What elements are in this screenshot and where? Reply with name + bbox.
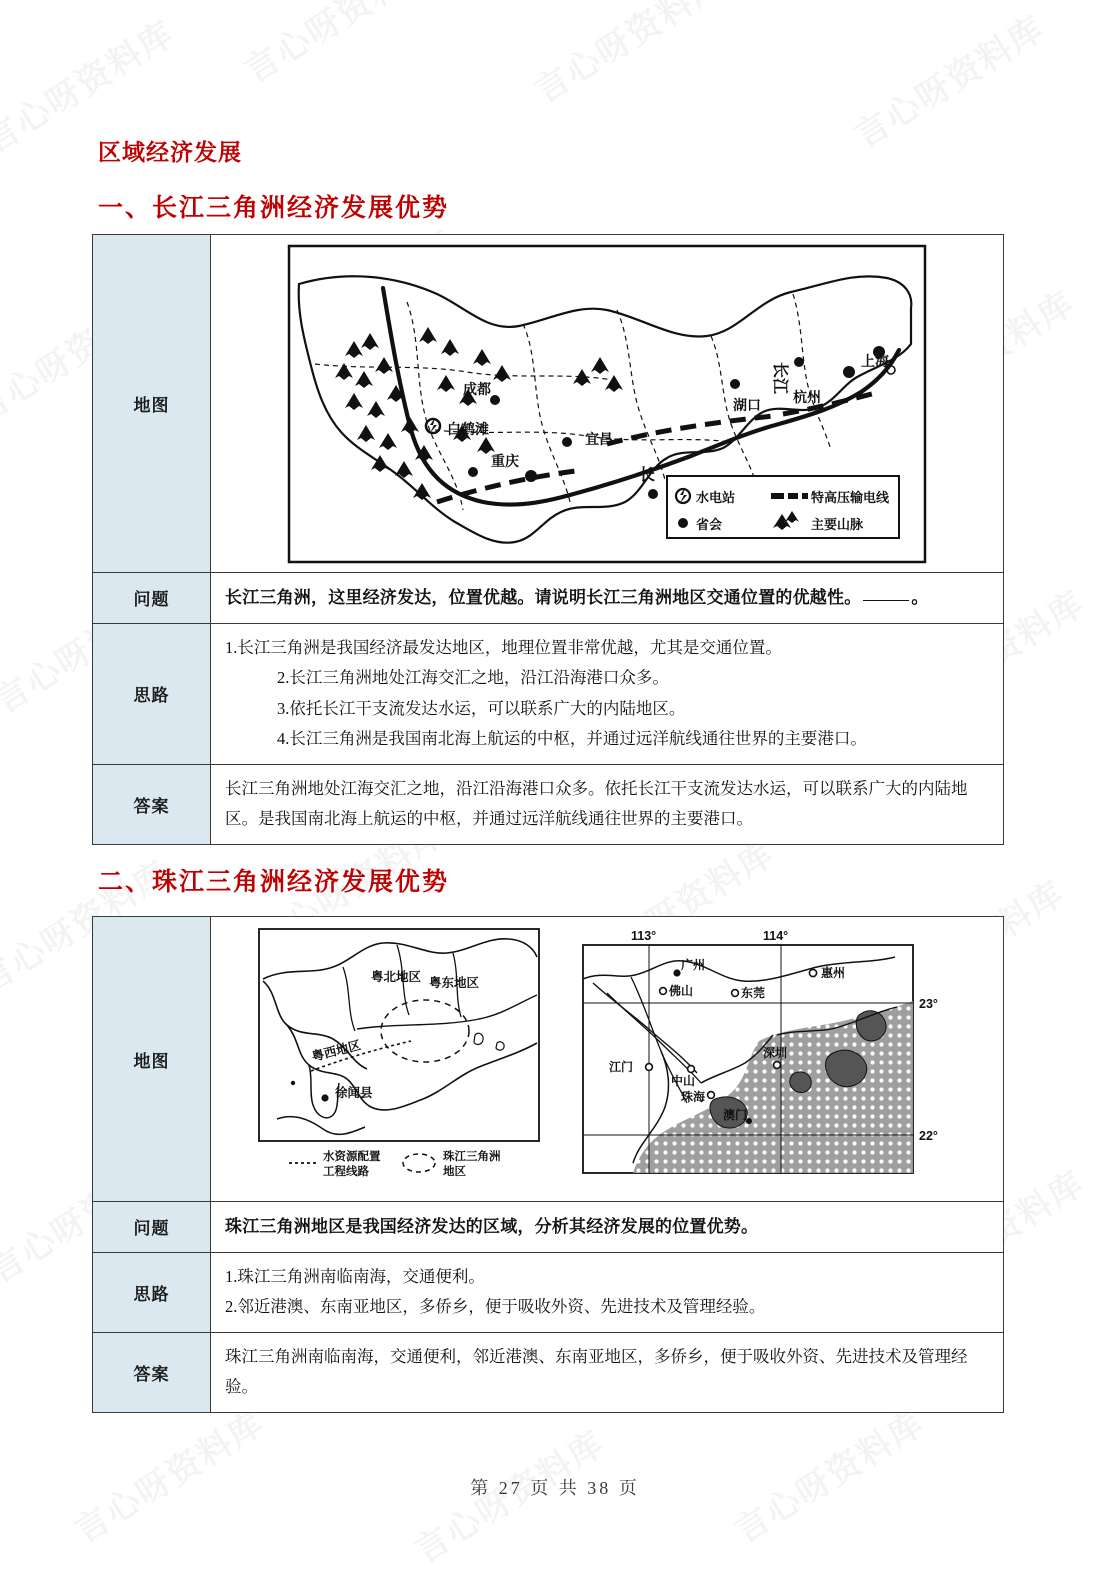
label-hangzhou: 杭州 [793, 388, 821, 405]
table-row-map [93, 917, 1004, 1202]
table-row-map [93, 235, 1004, 573]
label-lat-22: 22° [919, 1129, 938, 1143]
answer-cell-pearl-river: 珠江三角洲南临南海，交通便利，邻近港澳、东南亚地区，多侨乡，便于吸收外资、先进技术及管理经验。 [211, 1332, 1004, 1412]
question-cell-yangtze [211, 573, 1004, 624]
map-cell-pearl-river [211, 917, 1004, 1202]
label-lat-23: 23° [919, 997, 938, 1011]
pearl-river-maps-wrap [217, 923, 997, 1195]
idea-item: 1.珠江三角洲南临南海，交通便利。 [225, 1266, 485, 1286]
question-cell-pearl-river [211, 1202, 1004, 1253]
guangdong-map-legend [289, 1149, 501, 1178]
label-lon-113: 113° [631, 929, 657, 943]
label-dongguan: 东莞 [741, 986, 766, 1000]
label-hukou: 湖口 [733, 396, 761, 413]
label-yuebei: 粤北地区 [371, 970, 422, 984]
label-lon-114: 114° [763, 929, 789, 943]
idea-item: 2.邻近港澳、东南亚地区，多侨乡，便于吸收外资、先进技术及管理经验。 [225, 1297, 766, 1317]
label-changjiang: 长江 [771, 361, 788, 394]
map-cell-yangtze [211, 235, 1004, 573]
question-text: 珠江三角洲地区是我国经济发达的区域，分析其经济发展的位置优势。 [225, 1217, 759, 1236]
table-row-idea [93, 623, 1004, 764]
label-baihetan: 白鹤滩 [447, 420, 489, 437]
idea-item: 4.长江三角洲是我国南北海上航运的中枢，并通过远洋航线通往世界的主要港口。 [277, 729, 867, 749]
legend-label-prd-2: 地区 [443, 1166, 466, 1178]
legend-label-capital: 省会 [696, 516, 723, 532]
watermark-text [843, 1, 1052, 157]
table-row-answer [93, 1332, 1004, 1412]
row-label-answer: 答案 [93, 1332, 211, 1412]
legend-ellipse-icon [403, 1154, 435, 1172]
label-changjiang-2: 长 [639, 466, 656, 484]
answer-blank[interactable] [863, 600, 909, 601]
section-heading-1: 一、长江三角洲经济发展优势 [98, 195, 450, 222]
label-zhuhai: 珠海 [681, 1090, 706, 1104]
legend-label-uhv: 特高压输电线 [811, 489, 890, 505]
yangtze-map-svg [287, 244, 927, 564]
idea-item: 1.长江三角洲是我国经济最发达地区，地理位置非常优越，尤其是交通位置。 [225, 637, 782, 657]
answer-cell-yangtze: 长江三角洲地处江海交汇之地，沿江沿海港口众多。依托长江干支流发达水运，可以联系广大的内陆地区。是我国南北海上航运的中枢，并通过远洋航线通往世界的主要港口。 [211, 764, 1004, 844]
page-title: 区域经济发展 [98, 139, 242, 165]
legend-label-prd-1: 珠江三角洲 [443, 1151, 501, 1163]
label-yichang: 宜昌 [585, 430, 613, 447]
label-macau: 澳门 [723, 1108, 748, 1122]
table-row-question [93, 573, 1004, 624]
yangtze-river-basin-map [217, 241, 997, 566]
row-label-map: 地图 [93, 917, 211, 1202]
label-yuexi: 粤西地区 [310, 1038, 363, 1064]
label-chengdu: 成都 [463, 380, 491, 397]
table-row-idea [93, 1252, 1004, 1332]
question-suffix: 。 [911, 588, 929, 607]
section-heading-2: 二、珠江三角洲经济发展优势 [98, 869, 450, 896]
page-footer: 第 27 页 共 38 页 [470, 1478, 640, 1498]
label-zhongshan: 中山 [671, 1074, 696, 1088]
idea-cell-yangtze [211, 623, 1004, 764]
label-shenzhen: 深圳 [763, 1046, 788, 1060]
table-row-question [93, 1202, 1004, 1253]
guangdong-regions-map [259, 929, 539, 1178]
row-label-idea: 思路 [93, 1252, 211, 1332]
qa-table-yangtze [92, 234, 1004, 845]
watermark-text [523, 0, 732, 113]
legend-label-water-route-1: 水资源配置 [323, 1151, 381, 1163]
legend-label-water-route-2: 工程线路 [323, 1166, 369, 1178]
row-label-question: 问题 [93, 1202, 211, 1253]
idea-item: 2.长江三角洲地处江海交汇之地，沿江沿海港口众多。 [277, 668, 669, 688]
idea-item: 3.依托长江干支流发达水运，可以联系广大的内陆地区。 [277, 698, 686, 718]
label-shanghai: 上海 [861, 352, 889, 369]
label-xuwen: 徐闻县 [335, 1086, 373, 1100]
label-guangzhou: 广州 [681, 958, 706, 972]
legend-label-mountain: 主要山脉 [811, 516, 864, 532]
legend-uhv-icon [771, 493, 808, 499]
watermark-text [233, 0, 442, 93]
label-yuedong: 粤东地区 [429, 976, 480, 990]
idea-cell-pearl-river [211, 1252, 1004, 1332]
label-jiangmen: 江门 [609, 1060, 634, 1074]
label-chongqing: 重庆 [491, 452, 519, 469]
pearl-river-maps-svg [247, 923, 967, 1195]
question-text: 长江三角洲，这里经济发达，位置优越。请说明长江三角洲地区交通位置的优越性。 [225, 588, 862, 607]
legend-capital-icon [678, 518, 688, 528]
map-legend [667, 476, 899, 538]
table-row-answer [93, 764, 1004, 844]
label-foshan: 佛山 [669, 984, 694, 998]
row-label-map: 地图 [93, 235, 211, 573]
label-huizhou: 惠州 [821, 966, 846, 980]
row-label-idea: 思路 [93, 623, 211, 764]
legend-label-hydro: 水电站 [696, 489, 736, 505]
row-label-answer: 答案 [93, 764, 211, 844]
prd-detail-map [583, 929, 938, 1173]
row-label-question: 问题 [93, 573, 211, 624]
qa-table-pearl-river [92, 916, 1004, 1413]
